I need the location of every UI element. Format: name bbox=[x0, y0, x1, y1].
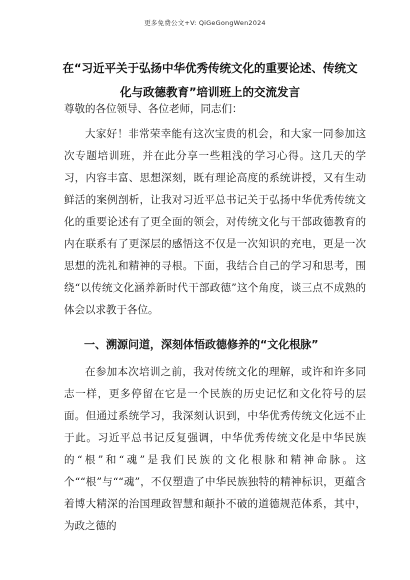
document-title: 在“习近平关于弘扬中华优秀传统文化的重要论述、传统文化与政德教育”培训班上的交流发言 bbox=[62, 61, 358, 99]
salutation: 尊敬的各位领导、各位老师，同志们： bbox=[64, 103, 243, 115]
header-note: 更多免费公文+V: QiGeGongWen2024 bbox=[144, 19, 266, 27]
paragraph-section-1: 在参加本次培训之前，我对传统文化的理解，或许和许多同志一样，更多停留在它是一个民族的历史记忆和文化符号的层面。但通过系统学习，我深刻认识到，中华优秀传统文化远不止于此。习近平总书记反复强调，中华优秀传统文化是中华民族的“根”和“魂”是我们民族的文化根脉和精神命脉。这个““根”与““魂”，不仅塑造了中华民族独特的精神标识，更蕴含着博大精深的治国理政智慧和颠扑不破的道德规范体系，其中，为政之德的 bbox=[64, 366, 366, 532]
section-heading-1: 一、溯源问道，深刻体悟政德修养的“文化根脉” bbox=[84, 338, 319, 351]
paragraph-intro: 大家好！非常荣幸能有这次宝贵的机会，和大家一同参加这次专题培训班，并在此分享一些粗浅的学习心得。这几天的学习，内容丰富、思想深刻，既有理论高度的系统讲授，又有生动鲜活的案例剖析，让我对习近平总书记关于弘扬中华优秀传统文化的重要论述有了更全面的领会，对传统文化与干部政德教育的内在联系有了更深层的感悟这不仅是一次知识的充电，更是一次思想的洗礼和精神的寻根。下面，我结合自己的学习和思考，围绕“以传统文化涵养新时代干部政德”这个角度，谈三点不成熟的体会以求教于各位。 bbox=[64, 128, 366, 316]
